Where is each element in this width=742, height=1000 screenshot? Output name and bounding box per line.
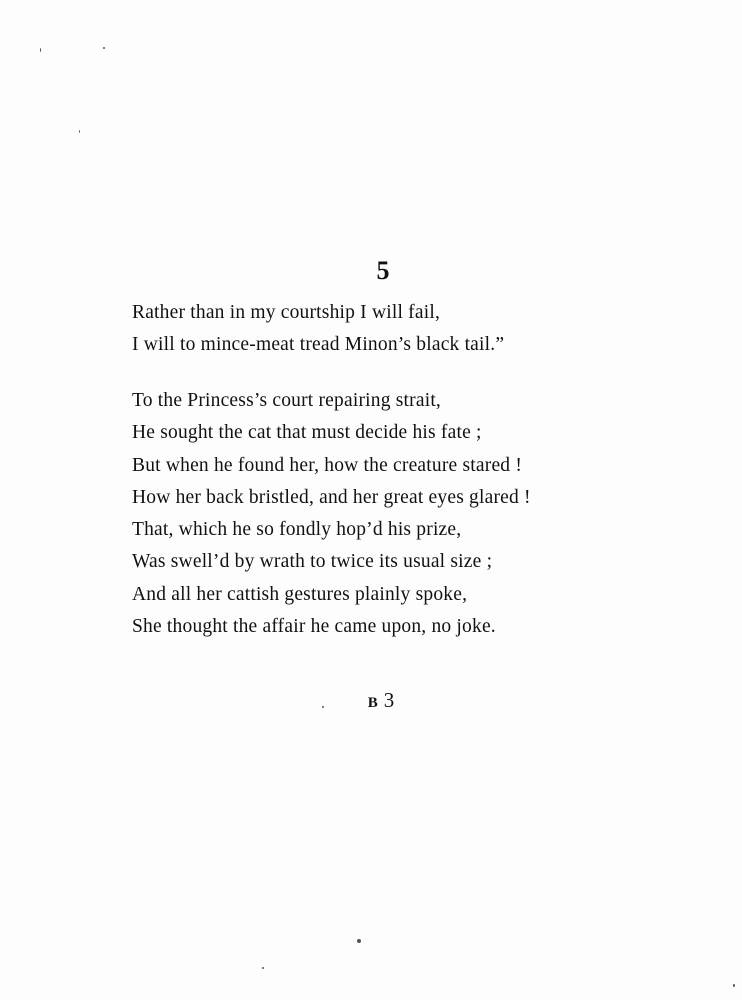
- page-number: 5: [376, 256, 390, 285]
- verse-line: That, which he so fondly hop’d his prize,: [132, 519, 462, 541]
- paper-speck: [357, 939, 361, 943]
- verse-line: He sought the cat that must decide his fate ;: [132, 422, 482, 444]
- verse-line: I will to mince-meat tread Minon’s black tail.”: [132, 334, 505, 356]
- paper-speck: [40, 48, 41, 52]
- verse-line: To the Princess’s court repairing strait,: [132, 390, 442, 411]
- stanza-2: [132, 385, 531, 643]
- paper-speck: [79, 130, 80, 133]
- signature-mark: [10, 688, 742, 713]
- verse-line: Rather than in my courtship I will fail,: [132, 302, 441, 323]
- stanza-1: [132, 297, 504, 362]
- paper-speck: [322, 706, 324, 708]
- signature-letter: B: [367, 695, 379, 711]
- verse-line: How her back bristled, and her great eyes glared !: [132, 486, 531, 508]
- verse-line: Was swell’d by wrath to twice its usual size ;: [132, 551, 493, 573]
- paper-speck: [262, 967, 264, 969]
- signature-number: 3: [383, 688, 395, 712]
- verse-line: But when he found her, how the creature stared !: [132, 454, 523, 476]
- verse-line: She thought the affair he came upon, no joke.: [132, 616, 496, 638]
- paper-speck: [103, 47, 105, 49]
- paper-speck: [733, 984, 735, 987]
- verse-line: And all her cattish gestures plainly spoke,: [132, 583, 468, 605]
